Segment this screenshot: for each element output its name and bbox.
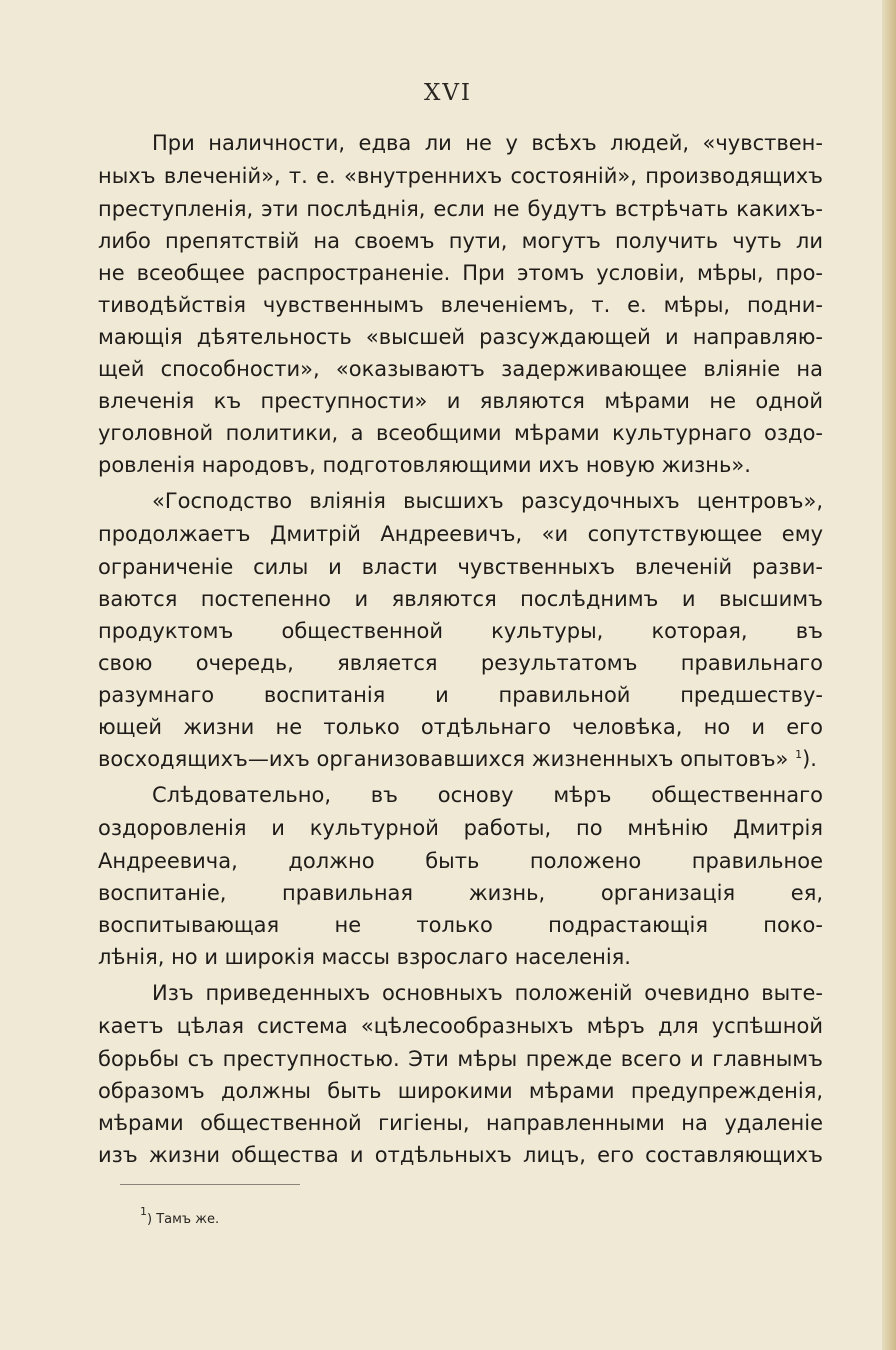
text-line: свою очередь, является результатомъ правильнаго [98, 651, 823, 675]
text-line: мѣрами общественной гигіены, направленными на удаленіе [98, 1111, 823, 1135]
text-line: тиводѣйствія чувственнымъ влеченіемъ, т. е. мѣры, подни- [98, 293, 823, 317]
text-line: либо препятствій на своемъ пути, могутъ получить чуть ли [98, 229, 823, 253]
text-line: оздоровленія и культурной работы, по мнѣнію Дмитрія [98, 816, 823, 840]
text-line: не всеобщее распространеніе. При этомъ условіи, мѣры, про- [98, 261, 823, 285]
text-line: продуктомъ общественной культуры, которая, въ [98, 619, 823, 643]
text-line: разумнаго воспитанія и правильной предшеству- [98, 683, 823, 707]
page-number: XVI [423, 80, 473, 106]
text-line: щей способности», «оказываютъ задерживающее вліяніе на [98, 357, 823, 381]
text-span: восходящихъ—ихъ организовавшихся жизненныхъ опытовъ» [98, 747, 789, 771]
text-line: ограниченіе силы и власти чувственныхъ влеченій разви- [98, 555, 823, 579]
text-line: изъ жизни общества и отдѣльныхъ лицъ, его составляющихъ [98, 1143, 823, 1167]
footnote-marker: 1 [140, 1205, 147, 1218]
text-line: воспитывающая не только подрастающія поко- [98, 913, 823, 937]
page-edge [882, 0, 896, 1350]
text-line: ныхъ влеченій», т. е. «внутреннихъ состояній», производящихъ [98, 164, 823, 188]
text-line: мающія дѣятельность «высшей разсуждающей и направляю- [98, 325, 823, 349]
footnote-reference-suffix: ). [802, 747, 817, 771]
text-line: лѣнія, но и широкія массы взрослаго населенія. [98, 945, 631, 969]
footnote-text: ) Тамъ же. [147, 1212, 220, 1227]
text-line: Изъ приведенныхъ основныхъ положеній очевидно выте- [152, 981, 823, 1005]
text-line-with-footnote [98, 745, 823, 773]
text-line: преступленія, эти послѣднія, если не будутъ встрѣчать какихъ- [98, 197, 823, 221]
text-line: При наличности, едва ли не у всѣхъ людей, «чувствен- [152, 131, 823, 155]
footnote-reference: 1 [795, 748, 803, 761]
text-line: Андреевича, должно быть положено правильное [98, 849, 823, 873]
text-line: воспитаніе, правильная жизнь, организація ея, [98, 881, 823, 905]
text-line: продолжаетъ Дмитрій Андреевичъ, «и сопутствующее ему [98, 522, 823, 546]
text-line: уголовной политики, а всеобщими мѣрами культурнаго оздо- [98, 421, 823, 445]
text-line: борьбы съ преступностью. Эти мѣры прежде всего и главнымъ [98, 1047, 823, 1071]
text-line: ваются постепенно и являются послѣднимъ и высшимъ [98, 587, 823, 611]
text-line: каетъ цѣлая система «цѣлесообразныхъ мѣръ для успѣшной [98, 1014, 823, 1038]
footnote [140, 1205, 220, 1227]
text-line: влеченія къ преступности» и являются мѣрами не одной [98, 389, 823, 413]
text-line: Слѣдовательно, въ основу мѣръ общественнаго [152, 783, 823, 807]
text-line: образомъ должны быть широкими мѣрами предупрежденія, [98, 1079, 823, 1103]
text-line: ющей жизни не только отдѣльнаго человѣка, но и его [98, 715, 823, 739]
text-line: ровленія народовъ, подготовляющими ихъ новую жизнь». [98, 453, 751, 477]
footnote-divider [120, 1184, 300, 1185]
text-line: «Господство вліянія высшихъ разсудочныхъ центровъ», [152, 489, 823, 513]
